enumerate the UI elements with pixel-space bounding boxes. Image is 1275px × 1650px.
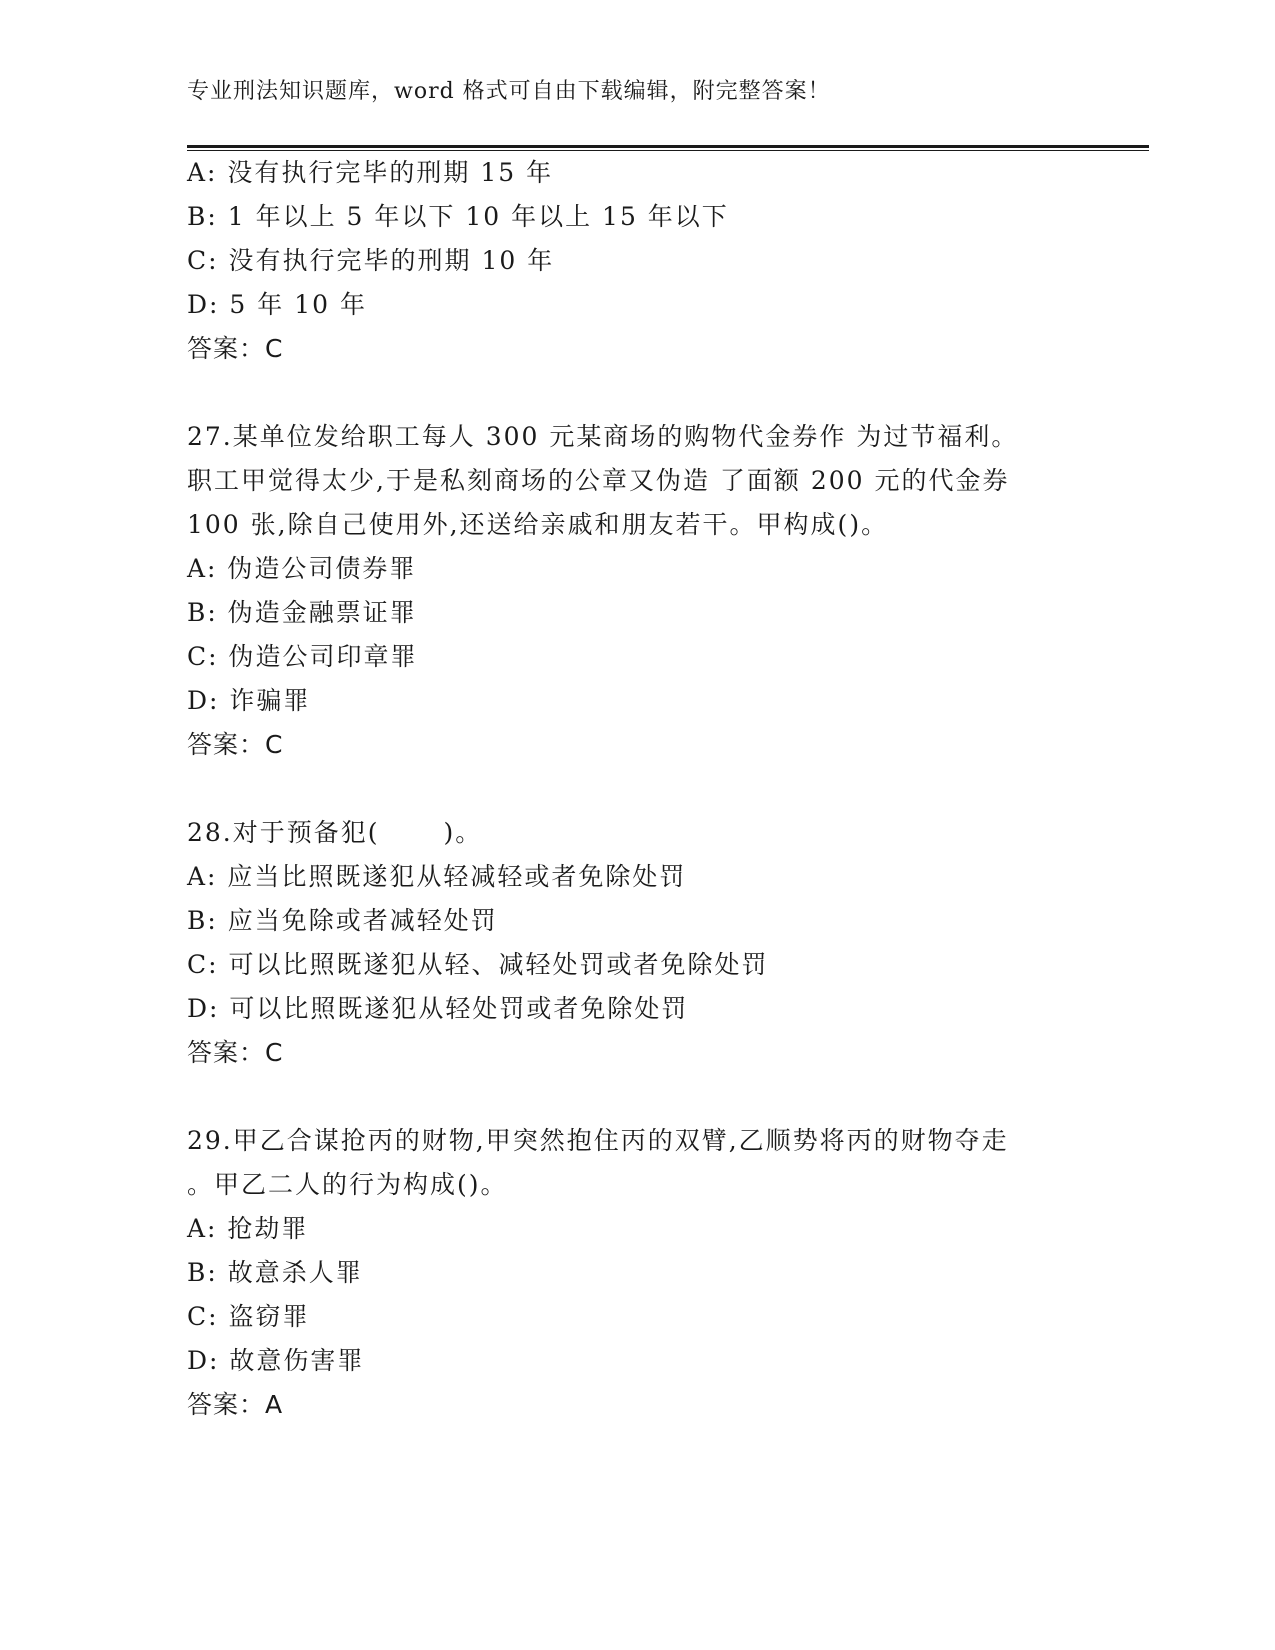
- q29-option-a: A: 抢劫罪: [187, 1214, 309, 1243]
- q27-option-c: C: 伪造公司印章罪: [187, 642, 418, 671]
- header-divider: [187, 145, 1149, 151]
- q27-option-a: A: 伪造公司债券罪: [187, 554, 417, 583]
- q29-answer: 答案：A: [187, 1390, 284, 1419]
- q27-stem-line-2: 职工甲觉得太少,于是私刻商场的公章又伪造 了面额 200 元的代金券: [187, 466, 1010, 495]
- q27-stem-line-3: 100 张,除自己使用外,还送给亲戚和朋友若干。甲构成()。: [187, 510, 889, 539]
- q27-option-b: B: 伪造金融票证罪: [187, 598, 417, 627]
- q26-option-c: C: 没有执行完毕的刑期 10 年: [187, 246, 555, 275]
- q28-stem-line-1: 28.对于预备犯( )。: [187, 818, 483, 847]
- q27-answer: 答案：C: [187, 730, 284, 759]
- q28-answer: 答案：C: [187, 1038, 284, 1067]
- q29-option-c: C: 盗窃罪: [187, 1302, 310, 1331]
- q27-option-d: D: 诈骗罪: [187, 686, 311, 715]
- q26-option-b: B: 1 年以上 5 年以下 10 年以上 15 年以下: [187, 202, 729, 231]
- q29-option-b: B: 故意杀人罪: [187, 1258, 363, 1287]
- q28-option-a: A: 应当比照既遂犯从轻减轻或者免除处罚: [187, 862, 687, 891]
- q28-option-d: D: 可以比照既遂犯从轻处罚或者免除处罚: [187, 994, 689, 1023]
- q26-option-d: D: 5 年 10 年: [187, 290, 367, 319]
- page-header: 专业刑法知识题库，word 格式可自由下载编辑，附完整答案！: [187, 79, 831, 104]
- q29-stem-line-1: 29.甲乙合谋抢丙的财物,甲突然抱住丙的双臂,乙顺势将丙的财物夺走: [187, 1126, 1009, 1155]
- q29-stem-line-2: 。甲乙二人的行为构成()。: [187, 1170, 508, 1199]
- q27-stem-line-1: 27.某单位发给职工每人 300 元某商场的购物代金券作 为过节福利。: [187, 422, 1019, 451]
- q28-option-c: C: 可以比照既遂犯从轻、减轻处罚或者免除处罚: [187, 950, 769, 979]
- q28-option-b: B: 应当免除或者减轻处罚: [187, 906, 498, 935]
- q26-answer: 答案：C: [187, 334, 284, 363]
- q26-option-a: A: 没有执行完毕的刑期 15 年: [187, 158, 554, 187]
- q29-option-d: D: 故意伤害罪: [187, 1346, 365, 1375]
